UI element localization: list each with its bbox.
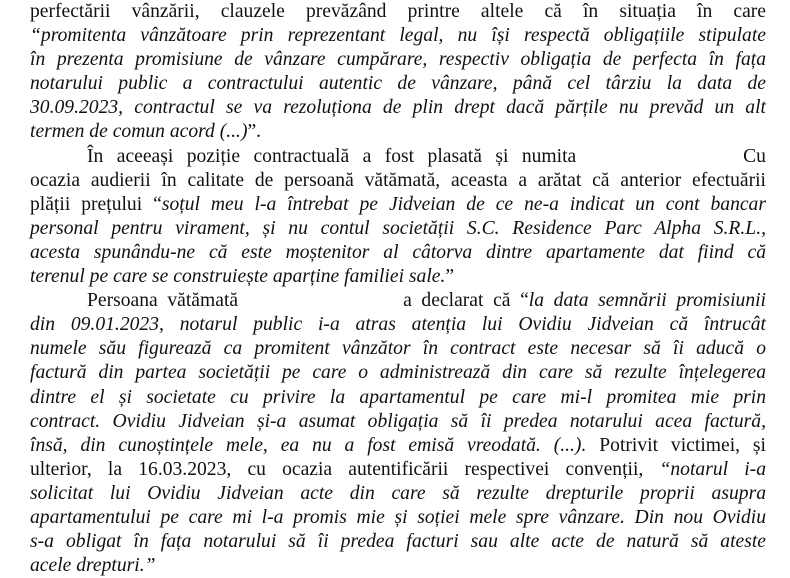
text-line	[30, 265, 766, 289]
paragraph-injured-party-1	[30, 145, 766, 290]
quoted-text: din 09.01.2023, notarul public i-a atras atenția lui Ovidiu Jidveian că întrucât	[30, 314, 766, 336]
quoted-text: contract. Ovidiu Jidveian și-a asumat obligația să îi predea notarului acea factură,	[30, 410, 766, 432]
text-line	[30, 241, 766, 265]
paragraph-contract-clause	[30, 0, 766, 145]
quoted-text: factură din partea societății pe care o administrează din care să rezulte înțelegerea	[30, 362, 766, 384]
text-line	[30, 24, 766, 48]
quoted-text: însă, din cunoștințele mele, ea nu a fost emisă vreodată. (...).	[30, 434, 587, 456]
quoted-text: solicitat lui Ovidiu Jidveian acte din care să rezulte drepturile proprii asupra	[30, 482, 766, 504]
text-segment: Persoana vătămată	[87, 290, 239, 312]
quoted-text: termen de comun acord (...)	[30, 121, 248, 143]
closing-quote: ”	[445, 266, 455, 288]
closing-quote: ”.	[247, 121, 262, 143]
text-line	[30, 217, 766, 241]
text-line	[30, 120, 766, 144]
text-line	[30, 193, 766, 217]
quoted-text: în prezenta promisiune de vânzare cumpărare, respectiv obligația de perfecta în fața	[30, 49, 766, 71]
quoted-text: notarului public a contractului autentic de vânzare, până cel târziu la data de	[30, 73, 766, 95]
text-line	[30, 313, 766, 337]
text-line	[30, 458, 766, 482]
quoted-text: “notarul i-a	[659, 458, 766, 480]
text-line: perfectării vânzării, clauzele prevăzând printre altele că în situația în care	[30, 1, 766, 22]
text-line	[30, 337, 766, 361]
quoted-text: numele său figurează ca promitent vânzător în contract este necesar să îi aducă o	[30, 338, 766, 360]
text-line	[30, 48, 766, 72]
document-page	[30, 0, 766, 578]
quoted-text: apartamentului pe care mi l-a promis mie și soției mele spre vânzare. Din nou Ovidiu	[30, 506, 766, 528]
text-line	[30, 506, 766, 530]
text-segment: Potrivit victimei, și	[586, 434, 766, 456]
text-line	[30, 289, 766, 313]
quoted-text: 30.09.2023, contractul se va rezoluționa de plin drept dacă părțile nu prevăd un alt	[30, 97, 766, 119]
text-segment: În aceeași poziție contractuală a fost plasată și numita	[87, 145, 577, 167]
paragraph-injured-party-2	[30, 289, 766, 578]
text-segment: plății prețului “	[30, 193, 162, 215]
text-line	[30, 554, 766, 578]
text-line	[30, 96, 766, 120]
text-line	[30, 482, 766, 506]
text-line	[30, 386, 766, 410]
quoted-text: terenul pe care se construiește aparține familiei sale.	[30, 266, 446, 288]
quoted-text: acele drepturi.”	[30, 555, 156, 577]
quoted-text: dintre el și societate cu privire la apartamentul pe care mi-l promitea mie prin	[30, 386, 766, 408]
text-line	[30, 434, 766, 458]
text-line: ocazia audierii în calitate de persoană vătămată, aceasta a arătat că anterior efectuării	[30, 169, 766, 191]
text-segment: a declarat că “	[403, 290, 529, 312]
quoted-text: s-a obligat în fața notarului să îi predea facturi sau alte acte de natură să ateste	[30, 531, 766, 553]
quoted-text: “promitenta vânzătoare prin reprezentant legal, nu își respectă obligațiile stipulate	[30, 25, 766, 47]
text-line	[30, 410, 766, 434]
text-line	[30, 145, 766, 169]
text-segment: ulterior, la 16.03.2023, cu ocazia autentificării respectivei convenții,	[30, 458, 660, 480]
quoted-text: soțul meu l-a întrebat pe Jidveian de ce ne-a indicat un cont bancar	[161, 193, 766, 215]
quoted-text: acesta spunându-ne că este moștenitor al câtorva dintre apartamente dat fiind că	[30, 241, 766, 263]
text-line	[30, 530, 766, 554]
quoted-text: la data semnării promisiunii	[528, 290, 767, 312]
quoted-text: personal pentru virament, și nu contul societății S.C. Residence Parc Alpha S.R.L.,	[30, 217, 766, 239]
text-line	[30, 361, 766, 385]
text-segment: Cu	[743, 145, 766, 167]
text-line	[30, 72, 766, 96]
